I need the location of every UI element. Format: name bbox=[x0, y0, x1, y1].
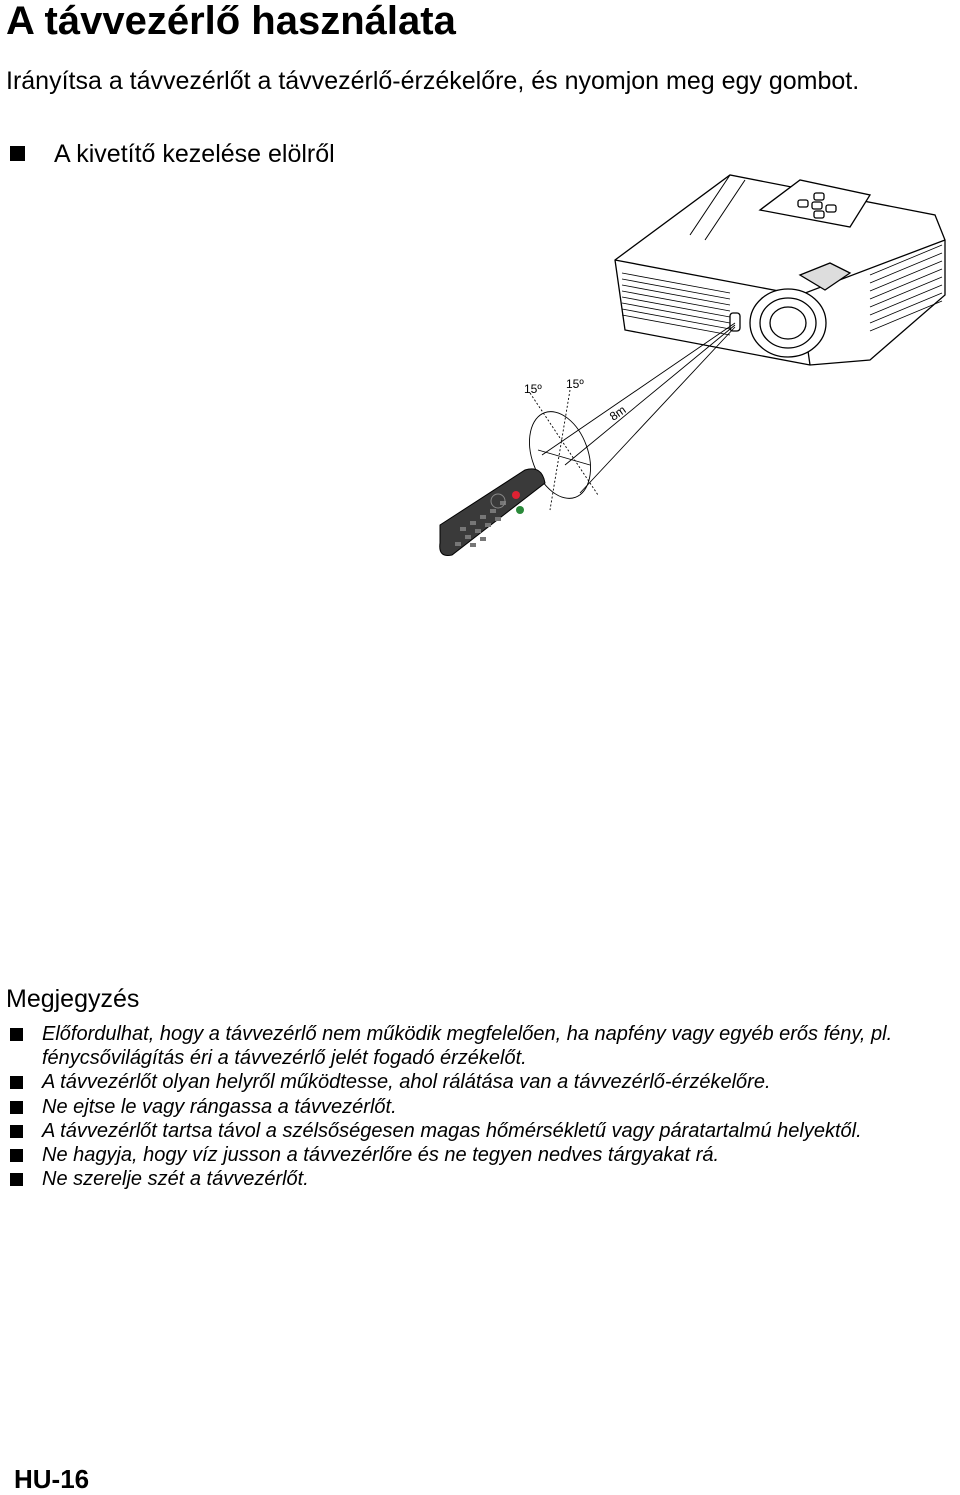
angle-right-label: 15º bbox=[566, 377, 584, 391]
square-bullet-icon bbox=[10, 1173, 23, 1186]
square-bullet-icon bbox=[10, 146, 25, 161]
remote-control-illustration bbox=[440, 469, 545, 556]
distance-label: 8m bbox=[606, 402, 629, 424]
note-text: Ne ejtse le vagy rángassa a távvezérlőt. bbox=[42, 1095, 397, 1118]
list-item bbox=[10, 1095, 960, 1119]
list-item bbox=[10, 1167, 960, 1191]
list-item bbox=[10, 1022, 960, 1070]
square-bullet-icon bbox=[10, 1125, 23, 1138]
front-operation-label: A kivetítő kezelése elölről bbox=[54, 140, 335, 168]
remote-range-illustration bbox=[430, 165, 950, 565]
notes-heading: Megjegyzés bbox=[6, 985, 140, 1013]
note-text: Ne szerelje szét a távvezérlőt. bbox=[42, 1168, 309, 1191]
notes-list bbox=[10, 1022, 960, 1191]
list-item bbox=[10, 1070, 960, 1094]
page-number: HU-16 bbox=[14, 1464, 90, 1494]
square-bullet-icon bbox=[10, 1149, 23, 1162]
note-text: Előfordulhat, hogy a távvezérlő nem működik megfelelően, ha napfény vagy egyéb erős fény, pl. fénycsővilágítás éri a távvezérlő jelét fogadó érzékelőt. bbox=[42, 1023, 893, 1070]
note-text: Ne hagyja, hogy víz jusson a távvezérlőre és ne tegyen nedves tárgyakat rá. bbox=[42, 1144, 720, 1167]
list-item bbox=[10, 1143, 960, 1167]
note-text: A távvezérlőt tartsa távol a szélsőségesen magas hőmérsékletű vagy páratartalmú helyektől. bbox=[42, 1119, 862, 1142]
square-bullet-icon bbox=[10, 1076, 23, 1089]
signal-range-cone bbox=[518, 323, 735, 510]
note-text: A távvezérlőt olyan helyről működtesse, ahol rálátása van a távvezérlő-érzékelőre. bbox=[42, 1071, 771, 1094]
list-item bbox=[10, 1119, 960, 1143]
front-operation-item bbox=[10, 138, 335, 170]
angle-left-label: 15º bbox=[524, 382, 542, 396]
projector-illustration bbox=[615, 175, 945, 365]
page-title: A távvezérlő használata bbox=[6, 0, 456, 43]
intro-text: Irányítsa a távvezérlőt a távvezérlő-érzékelőre, és nyomjon meg egy gombot. bbox=[6, 67, 860, 95]
square-bullet-icon bbox=[10, 1101, 23, 1114]
square-bullet-icon bbox=[10, 1028, 23, 1041]
